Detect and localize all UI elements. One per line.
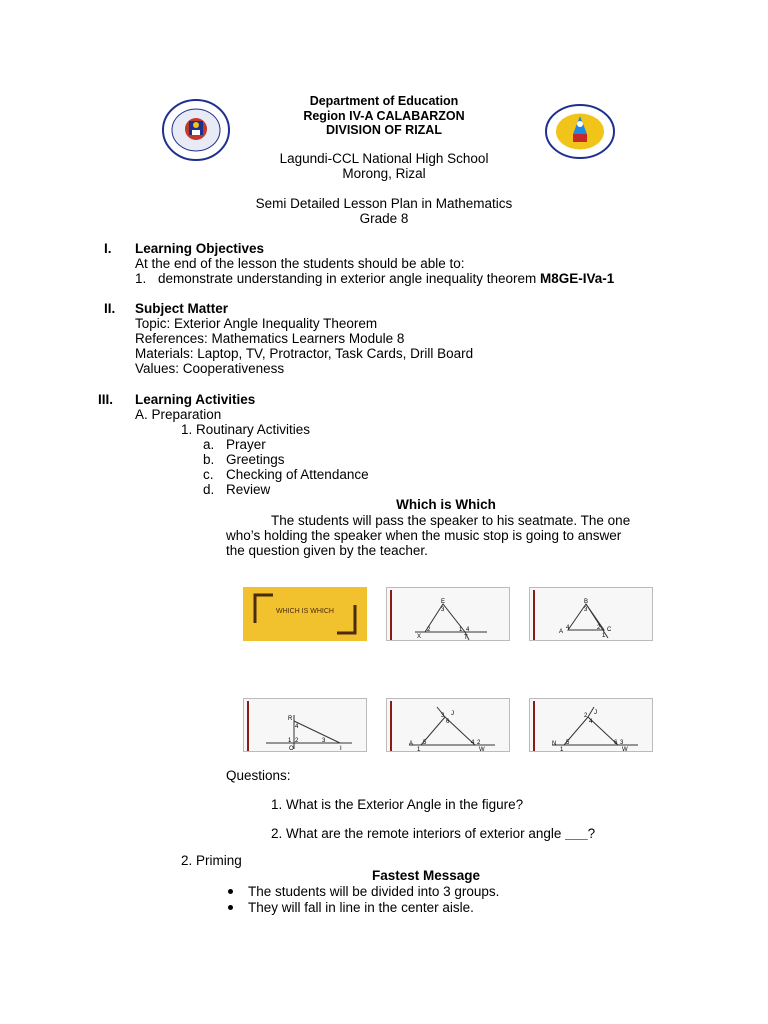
preparation-heading: A. Preparation (135, 407, 222, 422)
sub-item-text: Greetings (226, 452, 285, 467)
priming-heading: 2. Priming (181, 853, 242, 868)
figure-slide-4 (386, 698, 510, 752)
questions-label: Questions: (226, 768, 291, 783)
fig3-label-4: 4 (295, 724, 299, 730)
fig1-label-2: 2 (427, 627, 431, 633)
fig5-label-1: 1 (560, 747, 564, 753)
fig2-label-2: 2 (597, 625, 601, 631)
section-1-title: Learning Objectives (135, 241, 265, 256)
fig2-label-1: 1 (602, 633, 606, 639)
fig3-label-2: 2 (295, 738, 299, 744)
fig2-label-A: A (559, 629, 564, 635)
fig1-label-4: 4 (466, 627, 470, 633)
bullet-marker (228, 905, 233, 910)
objective-1-text (158, 271, 614, 286)
fig2-label-C: C (607, 627, 612, 633)
topic: Topic: Exterior Angle Inequality Theorem (135, 316, 378, 331)
fig3-label-1: 1 (288, 738, 292, 744)
fig5-label-W: W (622, 747, 628, 753)
slide-title-card (243, 587, 367, 641)
question-2-blank: ___ (565, 826, 588, 841)
figure-slide-5 (529, 698, 653, 752)
fig4-label-J: J (451, 711, 454, 717)
figure-slide-1 (386, 587, 510, 641)
review-activity-title: Which is Which (396, 497, 496, 512)
values: Values: Cooperativeness (135, 361, 285, 376)
question-1: 1. What is the Exterior Angle in the figure? (271, 797, 524, 812)
sub-item-text: Review (226, 482, 271, 497)
fig5-label-2: 2 (584, 713, 588, 719)
fig4-label-2: 2 (477, 740, 481, 746)
sub-item-letter: b. (203, 452, 215, 467)
school-name: Lagundi-CCL National High School (279, 151, 489, 166)
sub-item-letter: a. (203, 437, 215, 452)
fig2-label-4: 4 (566, 625, 570, 631)
bullet-item: The students will be divided into 3 groups. (248, 884, 500, 899)
references: References: Mathematics Learners Module 8 (135, 331, 405, 346)
section-2-title: Subject Matter (135, 301, 229, 316)
school-location: Morong, Rizal (342, 166, 426, 181)
review-text-line-2: who’s holding the speaker when the music stop is going to answer (226, 528, 622, 543)
routinary-heading: 1. Routinary Activities (181, 422, 311, 437)
sub-item-text: Prayer (226, 437, 266, 452)
fig4-label-5: 5 (423, 740, 427, 746)
fig4-label-A: A (409, 741, 414, 747)
plan-title: Semi Detailed Lesson Plan in Mathematics (255, 196, 513, 211)
fig3-label-3: 3 (322, 738, 326, 744)
question-2 (271, 826, 595, 841)
fig4-label-4: 4 (471, 740, 475, 746)
fig3-label-O: O (289, 746, 294, 752)
review-text-line-1: The students will pass the speaker to his seatmate. The one (271, 513, 631, 528)
fig2-label-B: B (584, 599, 589, 605)
objective-1-desc: demonstrate understanding in exterior angle inequality theorem (158, 271, 537, 286)
question-2-end: ? (587, 826, 596, 841)
section-3-number: III. (98, 392, 114, 407)
header-line-3: DIVISION OF RIZAL (326, 123, 442, 137)
fig5-label-6: 6 (614, 740, 618, 746)
fig1-label-X: X (417, 634, 422, 640)
fig1-label-3: 3 (441, 607, 445, 613)
slide-title-text: WHICH IS WHICH (276, 608, 334, 615)
review-text-line-3: the question given by the teacher. (226, 543, 428, 558)
sub-item-text: Checking of Attendance (226, 467, 369, 482)
fig4-label-W: W (479, 747, 485, 753)
bullet-item: They will fall in line in the center aisle. (248, 900, 474, 915)
priming-activity-title: Fastest Message (371, 868, 481, 883)
figure-slide-3 (243, 698, 367, 752)
sub-item-letter: c. (203, 467, 214, 482)
fig1-label-1: 1 (459, 627, 463, 633)
fig3-label-R: R (288, 716, 293, 722)
fig1-label-T: T (464, 635, 468, 641)
fig5-label-J: J (594, 710, 597, 716)
section-3-title: Learning Activities (135, 392, 256, 407)
fig5-label-N: N (552, 741, 557, 747)
question-2-text: 2. What are the remote interiors of exterior angle (271, 826, 566, 841)
fig1-label-E: E (441, 599, 446, 605)
fig4-label-6: 6 (446, 719, 450, 725)
fig5-label-5: 5 (566, 740, 570, 746)
sub-item-letter: d. (203, 482, 215, 497)
fig4-label-3: 3 (441, 713, 445, 719)
fig5-label-4: 4 (589, 719, 593, 725)
objective-1-code: M8GE-IVa-1 (540, 271, 615, 286)
objective-1-number: 1. (135, 271, 147, 286)
objectives-intro: At the end of the lesson the students should be able to: (135, 256, 465, 271)
fig5-label-3: 3 (620, 740, 624, 746)
header-line-1: Department of Education (309, 94, 459, 108)
fig2-label-3: 3 (584, 607, 588, 613)
section-2-number: II. (104, 301, 116, 316)
fig4-label-1: 1 (417, 747, 421, 753)
header-line-2: Region IV-A CALABARZON (303, 109, 465, 123)
grade-level: Grade 8 (359, 211, 409, 226)
figure-slide-2 (529, 587, 653, 641)
fig3-label-I: I (340, 746, 342, 752)
section-1-number: I. (104, 241, 112, 256)
bullet-marker (228, 889, 233, 894)
materials: Materials: Laptop, TV, Protractor, Task Cards, Drill Board (135, 346, 474, 361)
